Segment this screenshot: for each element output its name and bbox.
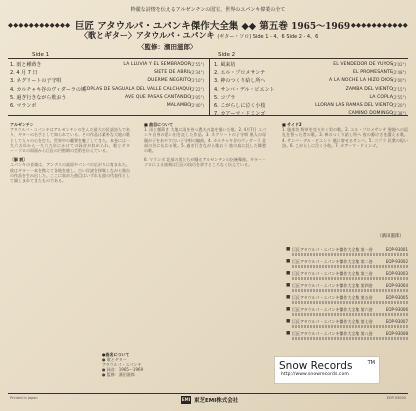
catalog-number: EOP-93003 — [385, 271, 408, 276]
watermark-text: Snow Records — [279, 360, 353, 372]
track-item — [214, 102, 406, 110]
notes-paragraph: 1. 雨と種蒔き 大地に雨を待つ農夫の姿を描いた歌。2. 4月7日 ユパンキ自身の思い出を託した作品。3. ネグリートの子守唄 黒人の母親が子をあやす古い子守唄の編曲。4. カルチャキ谷のヴィダーラ 北部の谷に伝わる歌。5. 過ぎ行きながら歌おう 旅の鳥に託した郷愁の歌。 — [144, 127, 266, 154]
credit-line: アタウルパ・ユパンキ — [102, 362, 142, 367]
notes-paragraph: ユパンキの音楽は、アンデスの高原やパンパの広がりに育まれた。彼はギター一本を携えて各地を旅し、古い民謡を採集しながら独自の作品を生み出した。ここに収めた曲目はいずれも彼の代表作として親しまれてきたものである。 — [10, 162, 130, 184]
track-title-es: A LA NOCHE LA HIZO DIOS — [329, 78, 393, 84]
publisher-name: 東芝EMI株式会社 — [194, 398, 239, 404]
catalog-detail-line — [292, 265, 408, 268]
tracklist-side-2 — [214, 61, 406, 118]
catalog-title: 巨匠アタウルパ・ユパンキ傑作大全集 第七巻 — [292, 319, 373, 324]
catalog-list — [286, 248, 408, 344]
track-title-es: EL VENDEDOR DE YUYOS — [333, 62, 393, 67]
credit-line: ● 監修：濱田滋郎 — [102, 372, 135, 377]
catalog-title: 巨匠アタウルパ・ユパンキ傑作大全集 第三巻 — [292, 271, 373, 276]
track-duration: (3'00") — [392, 78, 406, 84]
catalog-detail-line — [292, 253, 408, 256]
catalog-detail-line — [292, 313, 408, 316]
notes-heading: ■ 曲目について — [144, 122, 174, 127]
footer-left-text: Printed in Japan — [10, 396, 38, 400]
track-item — [10, 69, 204, 77]
guitar-subtitle — [80, 30, 318, 41]
watermark-tm: TM — [367, 360, 375, 366]
track-item — [214, 69, 406, 77]
track-item — [10, 94, 204, 102]
track-title-jp: 1. 風来坊 — [214, 62, 236, 68]
bullet-icon: ■ — [286, 295, 291, 300]
diamond-row-left: ◆◆◆◆◆◆◆◆◆◆◆◆ — [8, 21, 71, 29]
credits-lines — [102, 357, 192, 377]
track-title-es: MALAMBO — [166, 102, 191, 108]
bullet-icon: ■ — [286, 307, 291, 312]
catalog-number: EOP-93005 — [385, 295, 408, 300]
credits-block — [102, 352, 192, 377]
guitar-title: 〈歌とギター〉アタウルパ・ユパンキ — [80, 31, 215, 40]
divider-top — [8, 58, 408, 59]
track-duration: (2'34") — [190, 70, 204, 76]
track-title-es: SIETE DE ABRIL — [153, 70, 191, 76]
bullet-icon: ■ — [286, 247, 291, 252]
track-item — [10, 86, 204, 94]
title-text: 巨匠 アタウルパ・ユパンキ傑作大全集 ◆◆ 第五巻 — [75, 21, 288, 32]
title-years: 1965～1969 — [291, 22, 351, 32]
track-title-jp: 1. 雨と種蒔き — [10, 62, 42, 68]
track-title-jp: 2. エル・プロメサンテ — [214, 70, 266, 77]
track-item — [214, 61, 406, 69]
liner-notes-column-1 — [10, 122, 130, 384]
track-duration: (2'22") — [190, 86, 204, 92]
watermark — [274, 356, 380, 384]
supervisor-credit: 〈監修：濱田滋郎〉 — [138, 43, 197, 51]
track-title-es: LA COPLA — [369, 94, 393, 100]
emi-logo: EMI — [181, 397, 191, 402]
notes-heading: アルゼンチン — [10, 122, 34, 127]
subtitle — [108, 7, 308, 14]
track-duration: (2'40") — [190, 102, 204, 108]
catalog-detail-line — [292, 277, 408, 280]
credit-line: ● 録音：1965～1969 — [102, 367, 144, 372]
track-duration: (3'10") — [190, 78, 204, 84]
watermark-url: http://www.snowrecords.com — [281, 372, 349, 377]
catalog-detail-line — [292, 325, 408, 328]
track-item — [10, 61, 204, 69]
track-title-es: EL PROMESANTE — [353, 70, 393, 76]
track-title-es: COPLAS DE SAGUALA DEL VALLE CALCHAQUI — [83, 86, 191, 92]
track-title-jp: 4. カルチャキ谷のヴィダーラの鳩 — [10, 86, 86, 93]
catalog-detail-line — [292, 289, 408, 292]
catalog-detail-line — [292, 301, 408, 304]
track-duration: (3'02") — [392, 62, 406, 67]
track-title-es: LLORAN LAS RAMAS DEL VIENTO — [315, 102, 393, 108]
catalog-title: 巨匠アタウルパ・ユパンキ傑作大全集 第八巻 — [292, 331, 373, 336]
catalog-title: 巨匠アタウルパ・ユパンキ傑作大全集 第五巻 — [292, 295, 373, 300]
track-title-es: AVE QUE PASAS CANTANDO — [125, 94, 191, 100]
track-title-jp: 3. ネグリートの子守唄 — [10, 78, 62, 85]
track-title-es: CAMINO DOMINGO — [348, 111, 393, 117]
track-title-jp: 6. こがらしに泣く小枝 — [214, 102, 266, 109]
track-title-jp: 5. コプラ — [214, 94, 236, 101]
track-item — [214, 86, 406, 94]
track-title-es: LA LLUVIA Y EL SEMBRADOR — [123, 62, 191, 67]
catalog-title: 巨匠アタウルパ・ユパンキ傑作大全集 第四巻 — [292, 283, 373, 288]
track-duration: (3'20") — [392, 102, 406, 108]
track-duration: (3'05") — [190, 94, 204, 100]
guitar-solo-note: (ギター・ソロ) Side 1 - 4、6 Side 2 - 4、6 — [217, 34, 319, 40]
credits-heading: ●曲名について — [102, 352, 130, 357]
catalog-number: EOP-93008 — [385, 331, 408, 336]
track-title-jp: 4. サンバ・デル・ビエント — [214, 86, 275, 93]
notes-paragraph: 1. 風来坊 野草を売り歩く男の歌。2. エル・プロメサンテ 聖地への巡礼を誓った者の歌。3. 神のつくり給し所へ 夜の静けさを讃える歌。4. サンバ・デル・ビエント 風に寄せるサンバ。5. コプラ 民衆の短い詩。6. こがらしに泣く小枝。7. カアーマ・ドミンゴ。 — [282, 127, 408, 148]
track-title-jp: 7. カアーマ・ドミンゴ — [214, 111, 266, 118]
subtitle-line-1: 粋麗な詩情を伝えるアルゼンチンの国宝、世界のユパンキ偉業の全て — [130, 7, 286, 13]
track-item — [214, 94, 406, 102]
track-duration: (2'55") — [392, 94, 406, 100]
track-item — [214, 77, 406, 85]
track-title-jp: 3. 神のつくり給し所へ — [214, 78, 266, 85]
catalog-title: 巨匠アタウルパ・ユパンキ傑作大全集 第二巻 — [292, 259, 373, 264]
track-item — [10, 102, 204, 110]
catalog-detail-line — [292, 337, 408, 340]
diamond-row-right: ◆◆◆◆◆◆◆◆◆◆◆ — [350, 21, 408, 29]
liner-notes-column-2 — [144, 122, 266, 384]
catalog-title: 巨匠アタウルパ・ユパンキ傑作大全集 第六巻 — [292, 307, 373, 312]
catalog-number: EOP-93002 — [385, 259, 408, 264]
track-title-jp: 5. 過ぎ行きながら歌おう — [10, 94, 67, 101]
track-duration: (2'55") — [190, 62, 204, 67]
track-title-jp: 2. 4 月 7 日 — [10, 70, 38, 77]
side-1-label: Side 1 — [32, 52, 50, 58]
notes-heading: ■ サイド2 — [282, 122, 302, 127]
liner-notes-column-3 — [282, 122, 408, 240]
bullet-icon: ■ — [286, 283, 291, 288]
catalog-number: EOP-93004 — [385, 283, 408, 288]
catalog-item — [286, 332, 408, 344]
catalog-number: EOP-93005 — [386, 396, 406, 400]
catalog-title: 巨匠アタウルパ・ユパンキ傑作大全集 第一巻 — [292, 247, 373, 252]
notes-heading: 〔解 説〕 — [10, 157, 28, 163]
track-item — [10, 77, 204, 85]
catalog-number: EOP-93007 — [385, 319, 408, 324]
bullet-icon: ■ — [286, 331, 291, 336]
track-duration: (2'15") — [392, 86, 406, 92]
divider-middle — [209, 58, 210, 116]
bullet-icon: ■ — [286, 319, 291, 324]
notes-signature: （濱田滋郎） — [377, 234, 404, 239]
bullet-icon: ■ — [286, 259, 291, 264]
bullet-icon: ■ — [286, 271, 291, 276]
credit-line: ● 歌とギター — [102, 357, 127, 362]
track-duration: (2'48") — [392, 70, 406, 76]
catalog-number: EOP-93006 — [385, 307, 408, 312]
side-2-label: Side 2 — [218, 52, 236, 58]
track-title-jp: 6. マランボ — [10, 102, 37, 109]
catalog-number: EOP-93001 — [385, 247, 408, 252]
tracklist-side-1 — [10, 61, 204, 110]
notes-paragraph: アタウルパ・ユパンキはアルゼンチンの生んだ最大の民謡詩人であり、ギターの名手として知られている。その作品は素朴な大地の歌として人々の心を打ち、世界中の聴衆を魅了してきた。本巻には一九六五年から一九六九年にかけての録音が収められ、歌とギター・ソロの両面から巨匠の円熟期の芸術を伝えている。 — [10, 127, 130, 154]
track-duration: (2'38") — [392, 111, 406, 117]
notes-paragraph: 6. マランボ 北部の男たちが踊るアルゼンチンの伝統舞曲。ギター・ソロによる演奏は巨匠の技巧を余すところなく伝えている。 — [144, 157, 266, 168]
track-item — [214, 110, 406, 118]
track-title-es: DUERME NEGRITO — [147, 78, 191, 84]
divider-footer — [8, 393, 408, 394]
track-title-es: ZAMBA DEL VIENTO — [345, 86, 393, 92]
